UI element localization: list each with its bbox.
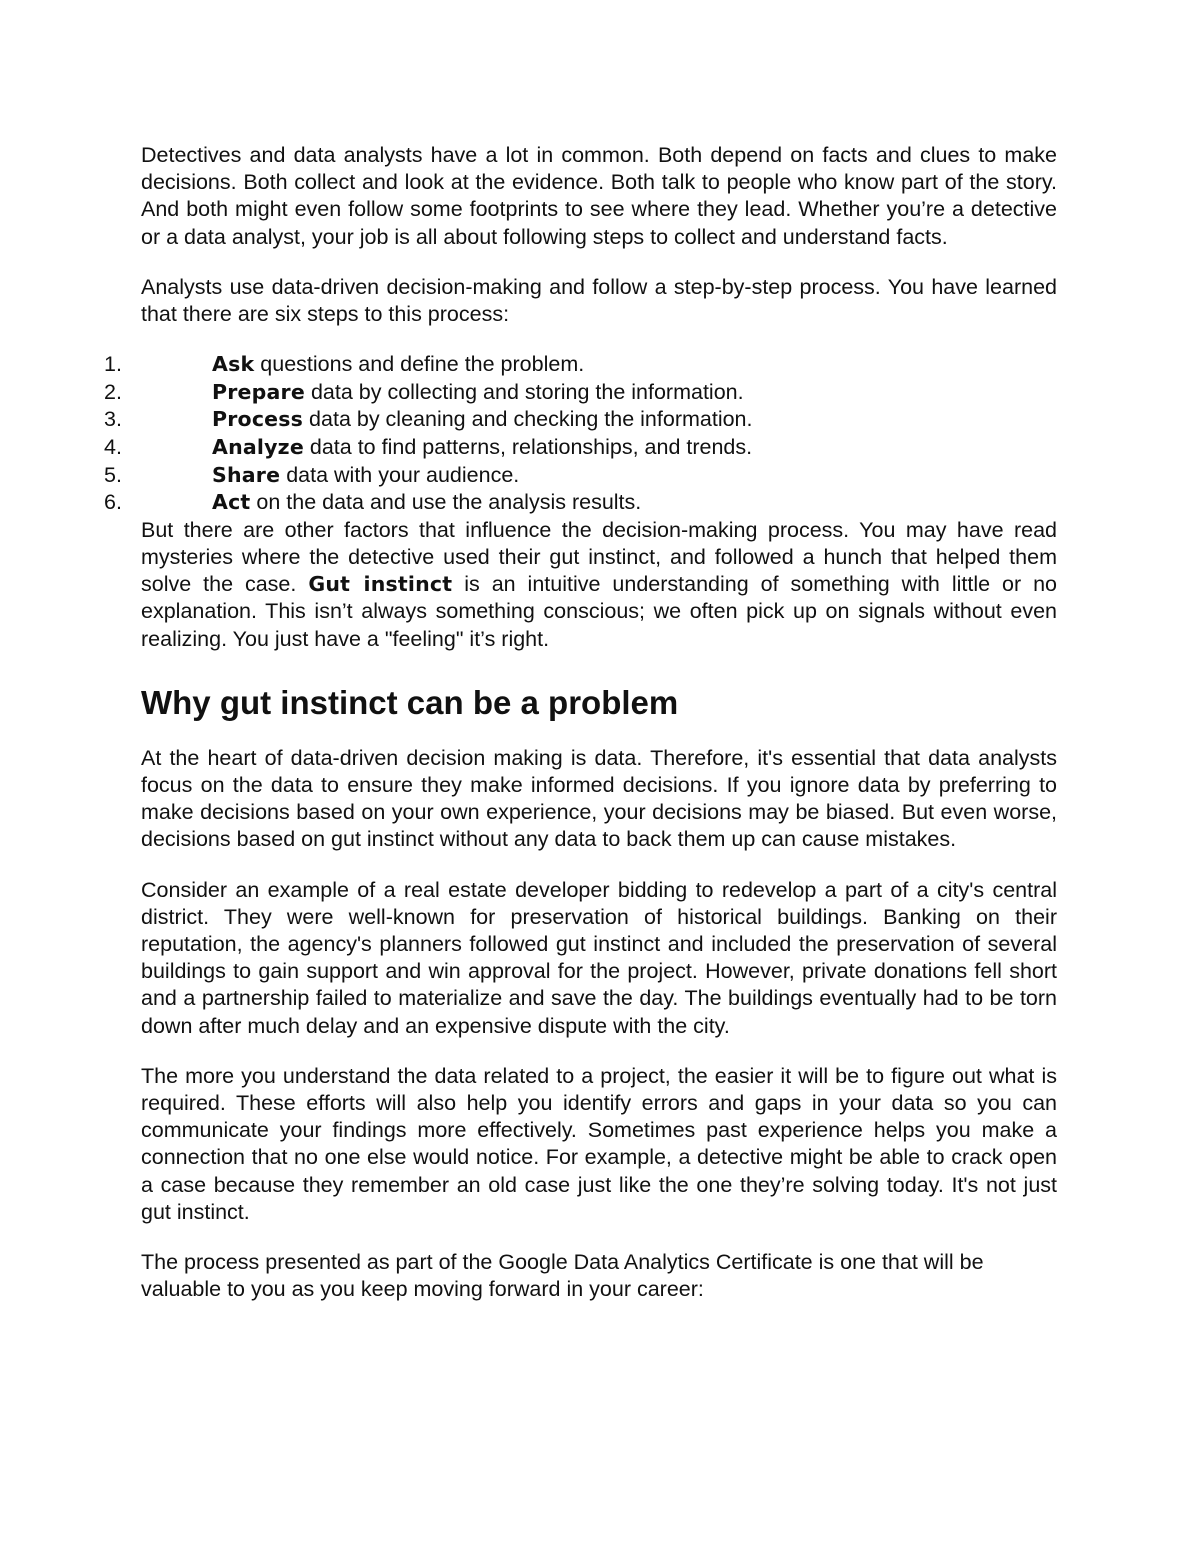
list-item <box>104 379 1057 407</box>
step-term: Share <box>212 462 281 487</box>
gut-instinct-term: Gut instinct <box>308 572 453 597</box>
list-item-number: 3. <box>104 407 122 432</box>
list-item-number: 5. <box>104 462 122 487</box>
step-term: Prepare <box>212 379 305 404</box>
step-description: data with your audience. <box>280 462 520 487</box>
step-term: Process <box>212 407 304 432</box>
step-description: data by cleaning and checking the information. <box>303 407 753 432</box>
document-body <box>104 142 1058 1303</box>
step-term: Analyze <box>212 435 304 459</box>
intro-paragraph-1: Detectives and data analysts have a lot in common. Both depend on facts and clues to make decisions. Both collect and look at the evidence. Both talk to people who know part of the story. And both might even follow some footprints to see where they lead. Whether you’re a detective or a data analyst, your job is all about following steps to collect and understand facts. <box>141 143 1057 249</box>
intro-paragraph-2: Analysts use data-driven decision-making and follow a step-by-step process. You have learned that there are six steps to this process: <box>141 274 1057 327</box>
list-item <box>104 489 1057 517</box>
list-item-number: 6. <box>104 490 122 515</box>
step-description: questions and define the problem. <box>254 352 585 377</box>
section-paragraph-4: The process presented as part of the Google Data Analytics Certificate is one that will be valuable to you as you keep moving forward in your career: <box>141 1250 984 1302</box>
step-term: Act <box>212 490 251 515</box>
step-description: data by collecting and storing the information. <box>304 379 744 404</box>
section-paragraph-3: The more you understand the data related to a project, the easier it will be to figure out what is required. These efforts will also help you identify errors and gaps in your data so you can communicate your findings more effectively. Sometimes past experience helps you make a connection that no one else would notice. For example, a detective might be able to crack open a case because they remember an old case just like the one they’re solving today. It's not just gut instinct. <box>141 1063 1057 1224</box>
step-term: Ask <box>212 352 255 377</box>
section-paragraph-2: Consider an example of a real estate developer bidding to redevelop a part of a city's central district. They were well-known for preservation of historical buildings. Banking on their reputation, the agency's planners followed gut instinct and included the preservation of several buildings to gain support and win approval for the project. However, private donations fell short and a partnership failed to materialize and save the day. The buildings eventually had to be torn down after much delay and an expensive dispute with the city. <box>141 877 1057 1038</box>
list-item-number: 2. <box>104 379 122 404</box>
gut-instinct-paragraph <box>141 517 1057 653</box>
gut-paragraph-lead: But there are other factors that influence the decision-making process. You may have read mysteries where the detective used their gut instinct, and followed a hunch that helped them solve the case. <box>141 517 1057 597</box>
section-heading: Why gut instinct can be a problem <box>141 683 679 721</box>
step-description: on the data and use the analysis results. <box>250 490 642 515</box>
list-item <box>104 462 1057 490</box>
list-item-number: 4. <box>104 435 122 459</box>
list-item <box>104 434 1057 462</box>
gut-paragraph-definition: is an intuitive understanding of something with little or no explanation. This isn’t always something conscious; we often pick up on signals without even realizing. You just have a "feeling" it’s right. <box>141 572 1058 651</box>
section-paragraph-1: At the heart of data-driven decision making is data. Therefore, it's essential that data analysts focus on the data to ensure they make informed decisions. If you ignore data by preferring to make decisions based on your own experience, your decisions may be biased. But even worse, decisions based on gut instinct without any data to back them up can cause mistakes. <box>141 745 1057 852</box>
step-description: data to find patterns, relationships, and trends. <box>303 435 753 459</box>
list-item <box>104 406 1057 434</box>
list-item-number: 1. <box>104 352 122 377</box>
list-item <box>104 351 1057 379</box>
steps-list <box>104 351 1057 517</box>
